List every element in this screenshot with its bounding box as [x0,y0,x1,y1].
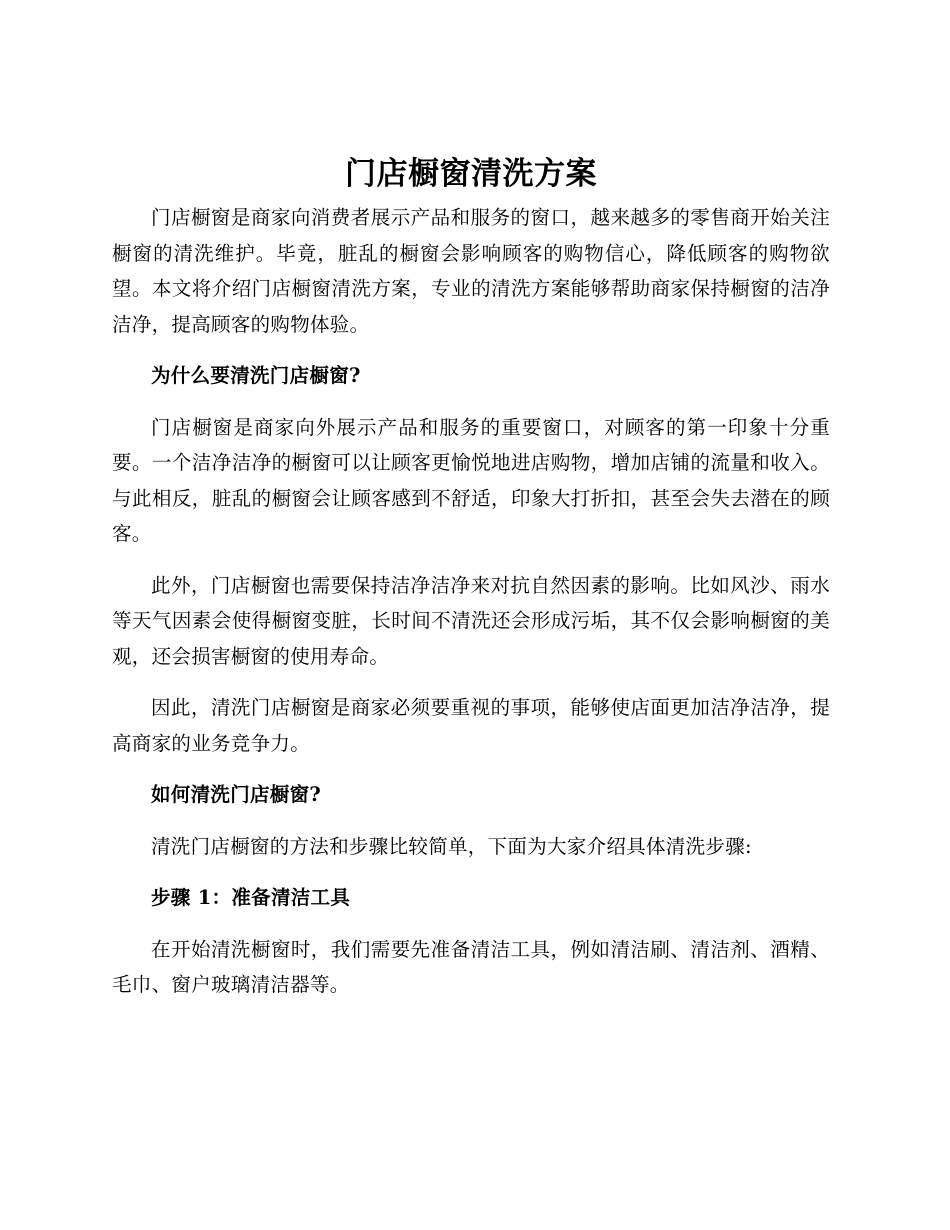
document-title: 门店橱窗清洗方案 [345,156,597,192]
step-heading-1: 步骤 1：准备清洁工具 [151,886,351,909]
section-heading-how: 如何清洗门店橱窗? [151,783,322,806]
paragraph: 此外，门店橱窗也需要保持洁净洁净来对抗自然因素的影响。比如风沙、雨水等天气因素会使得橱窗变脏，长时间不清洗还会形成污垢，其不仅会影响橱窗的美观，还会损害橱窗的使用寿命。 [112,573,830,668]
paragraph: 门店橱窗是商家向外展示产品和服务的重要窗口，对顾客的第一印象十分重要。一个洁净洁净的橱窗可以让顾客更愉悦地进店购物，增加店铺的流量和收入。与此相反，脏乱的橱窗会让顾客感到不舒适，印象大打折扣，甚至会失去潜在的顾客。 [112,415,830,545]
intro-paragraph: 门店橱窗是商家向消费者展示产品和服务的窗口，越来越多的零售商开始关注橱窗的清洗维护。毕竟，脏乱的橱窗会影响顾客的购物信心，降低顾客的购物欲望。本文将介绍门店橱窗清洗方案，专业的清洗方案能够帮助商家保持橱窗的洁净洁净，提高顾客的购物体验。 [112,206,830,336]
paragraph: 因此，清洗门店橱窗是商家必须要重视的事项，能够使店面更加洁净洁净，提高商家的业务竞争力。 [112,696,830,755]
paragraph: 在开始清洗橱窗时，我们需要先准备清洁工具，例如清洁刷、清洁剂、酒精、毛巾、窗户玻璃清洁器等。 [112,937,830,996]
section-heading-why: 为什么要清洗门店橱窗? [151,364,361,387]
document-body [112,148,830,1003]
paragraph: 清洗门店橱窗的方法和步骤比较简单，下面为大家介绍具体清洗步骤: [151,834,752,858]
